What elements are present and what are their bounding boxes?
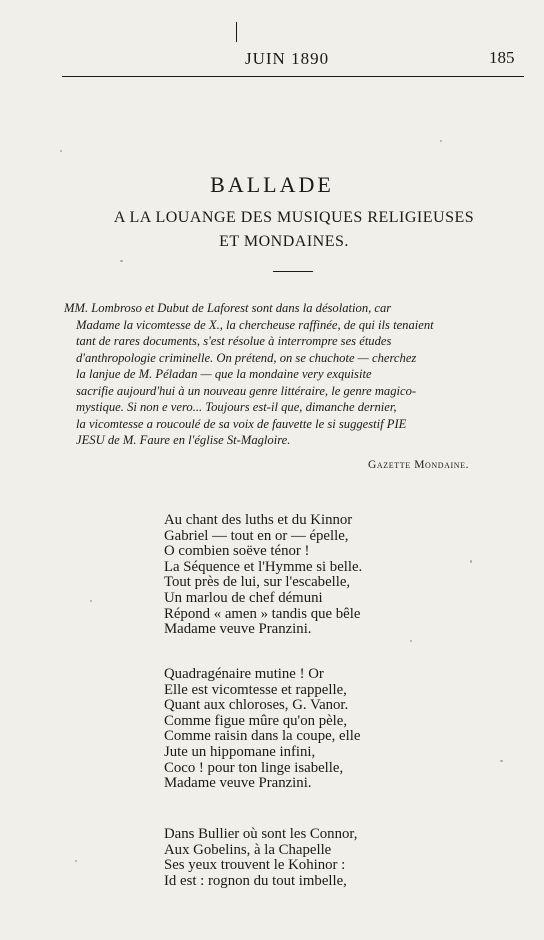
- verse-line: O combien soëve ténor !: [164, 543, 310, 560]
- verse-line: Ses yeux trouvent le Kohinor :: [164, 857, 346, 874]
- poem-subtitle-line-2: ET MONDAINES.: [219, 233, 349, 250]
- paper-speck: [440, 140, 442, 142]
- paper-speck: [470, 560, 472, 563]
- epigraph-line: JESU de M. Faure en l'église St-Magloire.: [76, 433, 291, 447]
- stanza-1: [164, 513, 362, 638]
- paper-speck: [60, 150, 62, 152]
- verse-line: Elle est vicomtesse et rappelle,: [164, 681, 347, 698]
- epigraph-line: la vicomtesse a roucoulé de sa voix de fauvette le si suggestif PIE: [76, 416, 407, 431]
- verse-line: Gabriel — tout en or — épelle,: [164, 527, 349, 544]
- verse-line: Coco ! pour ton linge isabelle,: [164, 759, 344, 776]
- verse-line: Quadragénaire mutine ! Or: [164, 666, 324, 682]
- verse-line: Madame veuve Pranzini.: [164, 621, 312, 638]
- epigraph-line: mystique. Si non e vero... Toujours est-il que, dimanche dernier,: [76, 400, 397, 414]
- running-header-date: JUIN 1890: [245, 49, 330, 68]
- verse-line: La Séquence et l'Hymme si belle.: [164, 558, 363, 575]
- epigraph-line: sacrifie aujourd'hui à un nouveau genre littéraire, le genre magico-: [76, 383, 417, 398]
- paper-speck: [410, 640, 412, 642]
- verse-line: Quant aux chloroses, G. Vanor.: [164, 697, 349, 714]
- epigraph-line: tant de rares documents, s'est résolue à interrompre ses études: [76, 334, 392, 348]
- verse-line: Tout près de lui, sur l'escabelle,: [164, 574, 351, 591]
- verse-line: Au chant des luths et du Kinnor: [164, 512, 353, 528]
- stanza-2: [164, 667, 360, 792]
- poem-subtitle-line-1: A LA LOUANGE DES MUSIQUES RELIGIEUSES: [113, 209, 475, 226]
- paper-speck: [120, 260, 123, 262]
- page-mark: [236, 22, 237, 42]
- epigraph: [64, 300, 526, 449]
- header-rule: [62, 76, 524, 77]
- verse-line: Un marlou de chef démuni: [164, 589, 323, 606]
- verse-line: Répond « amen » tandis que bêle: [164, 605, 361, 622]
- verse-line: Jute un hippomane infini,: [164, 743, 316, 760]
- verse-line: Comme raisin dans la coupe, elle: [164, 728, 361, 745]
- verse-line: Aux Gobelins, à la Chapelle: [164, 841, 332, 858]
- epigraph-line: Madame la vicomtesse de X., la chercheuse raffinée, de qui ils tenaient: [76, 317, 434, 332]
- epigraph-source: Gazette Mondaine.: [368, 459, 470, 471]
- verse-line: Madame veuve Pranzini.: [164, 775, 312, 792]
- poem-title: BALLADE: [210, 172, 334, 197]
- verse-line: Comme figue mûre qu'on pèle,: [164, 712, 348, 729]
- epigraph-line: MM. Lombroso et Dubut de Laforest sont dans la désolation, car: [64, 301, 392, 315]
- paper-speck: [75, 860, 77, 862]
- title-divider: [273, 271, 313, 272]
- epigraph-line: d'anthropologie criminelle. On prétend, on se chuchote — cherchez: [76, 350, 417, 365]
- epigraph-line: la lanjue de M. Péladan — que la mondaine very exquisite: [76, 367, 372, 381]
- paper-speck: [500, 760, 503, 762]
- paper-speck: [90, 600, 92, 602]
- stanza-3: [164, 827, 357, 889]
- page-number: 185: [489, 48, 515, 67]
- verse-line: Id est : rognon du tout imbelle,: [164, 872, 347, 889]
- verse-line: Dans Bullier où sont les Connor,: [164, 826, 358, 842]
